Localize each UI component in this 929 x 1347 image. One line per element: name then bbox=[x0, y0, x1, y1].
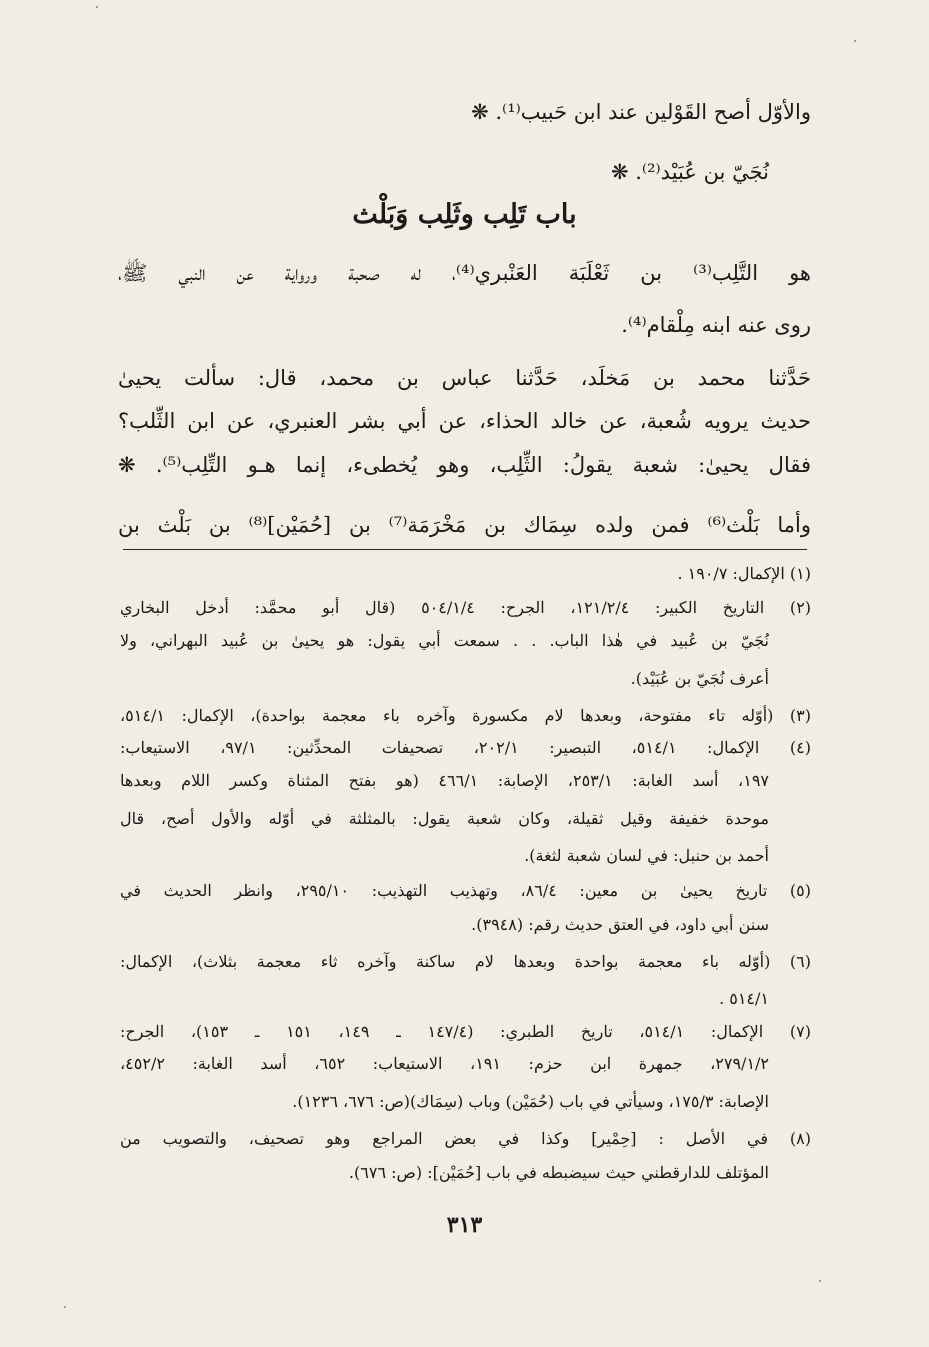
main-line-1: والأوّل أصح القَوْلين عند ابن حَبيب⁽¹⁾. ❋ bbox=[471, 100, 811, 124]
para2-line-3: فقال يحيىٰ: شعبة يقولُ: الثِّلِب، وهو يُخطىء، إنما هـو التِّلِب⁽⁵⁾. ❋ bbox=[118, 453, 812, 477]
main-line-2: نُجَيّ بن عُبَيْد⁽²⁾. ❋ bbox=[610, 160, 769, 184]
footnote-8-cont: المؤتلف للدارقطني حيث سيضبطه في باب [حُمَيْن]: (ص: ٦٧٦). bbox=[348, 1163, 769, 1182]
footnote-2: (٢) التاريخ الكبير: ١٢١/٢/٤، الجرح: ٥٠٤/١/٤ (قال أبو محمَّد: أدخل البخاري bbox=[120, 598, 812, 617]
section-heading: باب تَلِب وثَلِب وَبَلْث bbox=[352, 199, 577, 230]
footnote-6: (٦) (أوّله باء معجمة بواحدة وبعدها لام ساكنة وآخره ثاء معجمة بثلاث)، الإكمال: bbox=[120, 952, 811, 971]
footnote-2-cont: نُجَيّ بن عُبيد في هٰذا الباب. . . سمعت أبي يقول: هو يحيىٰ بن عُبيد البهراني، ولا bbox=[120, 631, 769, 650]
footnote-separator bbox=[123, 549, 807, 550]
para2-line-2: حديث يرويه شُعبة، عن خالد الحذاء، عن أبي بشر العنبري، عن ابن الثِّلب؟ bbox=[118, 409, 811, 433]
footnote-7-cont: ٢٧٩/١/٢، جمهرة ابن حزم: ١٩١، الاستيعاب: ٦٥٢، أسد الغابة: ٤٥٢/٢، bbox=[120, 1054, 770, 1073]
footnote-4-cont: موحدة خفيفة وقيل ثقيلة، وكان شعبة يقول: بالمثلثة في أوّله والأول أصح، قال bbox=[120, 809, 769, 828]
footnote-4-cont: ١٩٧، أسد الغابة: ٢٥٣/١، الإصابة: ٤٦٦/١ (هو بفتح المثناة وكسر اللام وبعدها bbox=[120, 771, 769, 790]
footnote-1: (١) الإكمال: ١٩٠/٧ . bbox=[677, 564, 811, 583]
para3-line-1: وأما بَلْث⁽⁶⁾ فمن ولده سِمَاك بن مَخْرَمَة⁽⁷⁾ بن [حُمَيْن]⁽⁸⁾ بن بَلْث بن bbox=[118, 513, 812, 537]
footnote-7-cont: الإصابة: ١٧٥/٣، وسيأتي في باب (حُمَيْن) وباب (سِمَاك)(ص: ٦٧٦، ١٢٣٦). bbox=[292, 1092, 769, 1111]
para1-line-2: روى عنه ابنه مِلْقام⁽⁴⁾. bbox=[621, 313, 811, 337]
footnote-3: (٣) (أوّله تاء مفتوحة، وبعدها لام مكسورة وآخره باء معجمة بواحدة)، الإكمال: ٥١٤/١، bbox=[120, 706, 811, 725]
scan-speck bbox=[854, 40, 856, 42]
para1-line-1: هو التَّلِب⁽³⁾ بن ثَعْلَبَة العَنْبري⁽⁴⁾، له صحبة ورواية عن النبي ﷺ، bbox=[118, 261, 811, 285]
footnote-4-cont: أحمد بن حنبل: في لسان شعبة لثغة). bbox=[524, 846, 769, 865]
footnote-2-cont: أعرف نُجَيّ بن عُبَيْد). bbox=[630, 669, 769, 688]
para2-line-1: حَدَّثنا محمد بن مَخلَد، حَدَّثنا عباس بن محمد، قال: سألت يحيىٰ bbox=[118, 366, 811, 390]
footnote-6-cont: ٥١٤/١ . bbox=[719, 989, 769, 1008]
footnote-5: (٥) تاريخ يحيىٰ بن معين: ٨٦/٤، وتهذيب التهذيب: ٢٩٥/١٠، وانظر الحديث في bbox=[120, 881, 812, 900]
page-number: ٣١٣ bbox=[446, 1212, 483, 1238]
footnote-7: (٧) الإكمال: ٥١٤/١، تاريخ الطبري: (١٤٧/٤ ـ ١٤٩، ١٥١ ـ ١٥٣)، الجرح: bbox=[120, 1022, 811, 1041]
footnote-8: (٨) في الأصل : [حِمْير] وكذا في بعض المراجع وهو تصحيف، والتصويب من bbox=[120, 1129, 811, 1148]
scan-speck bbox=[96, 6, 98, 8]
scan-speck bbox=[64, 1306, 66, 1308]
footnote-4: (٤) الإكمال: ٥١٤/١، التبصير: ٢٠٢/١، تصحيفات المحدِّثين: ٩٧/١، الاستيعاب: bbox=[120, 738, 811, 757]
footnote-5-cont: سنن أبي داود، في العتق حديث رقم: (٣٩٤٨). bbox=[471, 915, 769, 934]
scan-speck bbox=[819, 1280, 821, 1282]
